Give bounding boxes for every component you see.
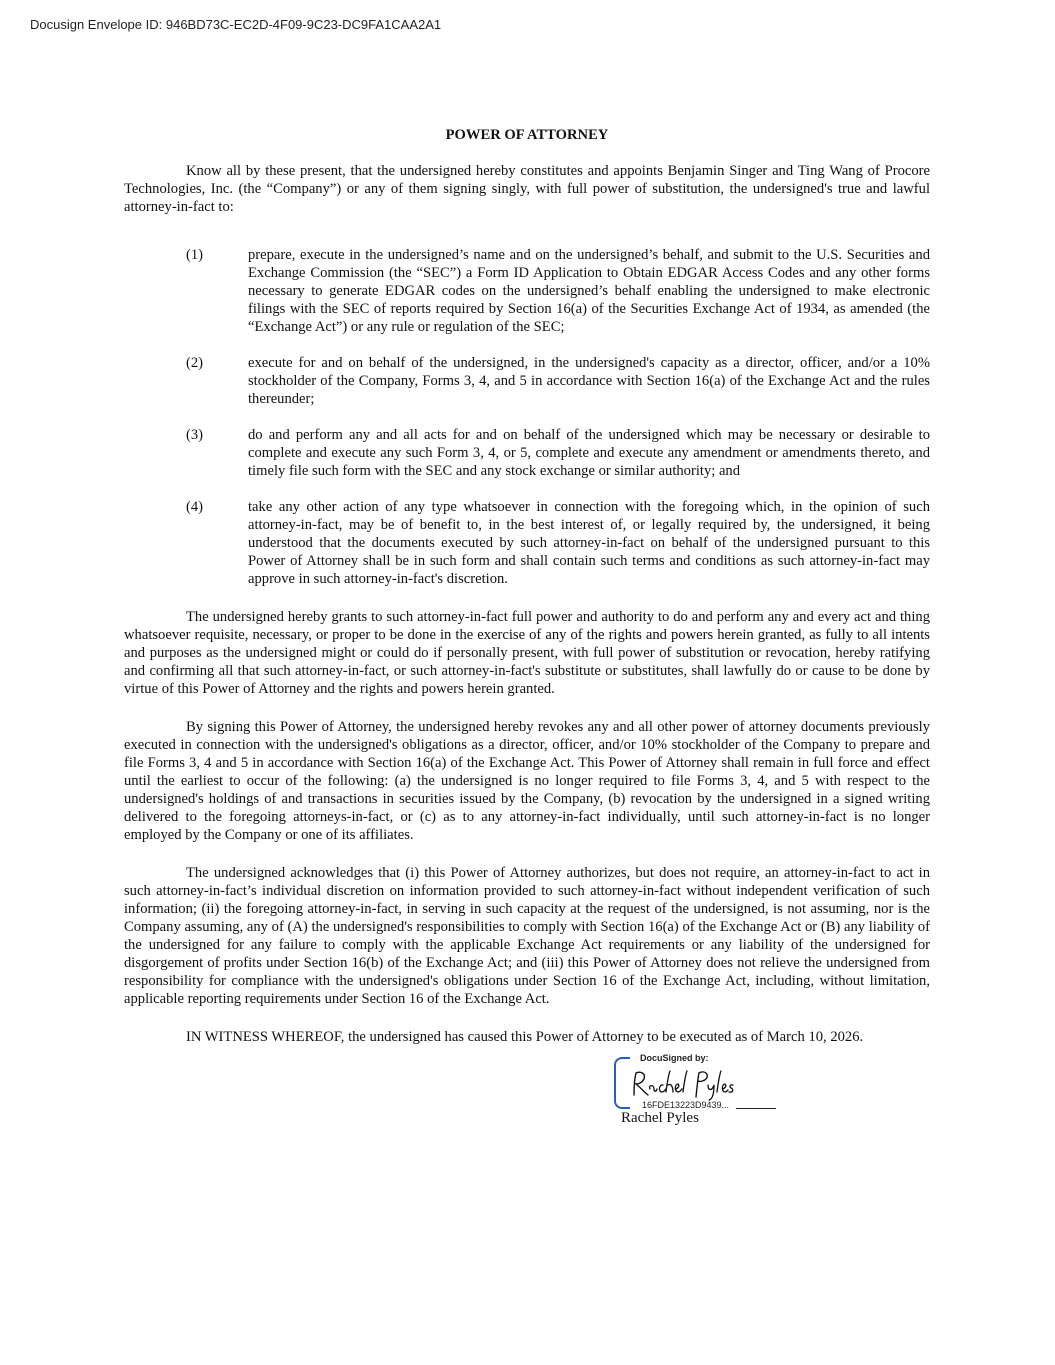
signer-name: Rachel Pyles: [621, 1110, 699, 1126]
power-items-list: [124, 236, 930, 588]
revocation-paragraph: By signing this Power of Attorney, the undersigned hereby revokes any and all other power of attorney documents previously executed in connection with the undersigned's obligations as a director, officer, and/or 10% stockholder of the Company to prepare and file Forms 3, 4 and 5 in accordance with Section 16(a) of the Exchange Act. This Power of Attorney shall remain in full force and effect until the earliest to occur of the following: (a) the undersigned is no longer required to file Forms 3, 4, and 5 with respect to the undersigned's holdings of and transactions in securities issued by the Company, (b) revocation by the undersigned in a signed writing delivered to the foregoing attorneys-in-fact, or (c) as to any attorney-in-fact individually, until such attorney-in-fact is no longer employed by the Company or one of its affiliates.: [124, 719, 930, 843]
acknowledgement-paragraph: The undersigned acknowledges that (i) this Power of Attorney authorizes, but does not require, an attorney-in-fact to act in such attorney-in-fact’s individual discretion on information provided to such attorney-in-fact without independent verification of such information; (ii) the foregoing attorney-in-fact, in serving in such capacity at the request of the undersigned, is not assuming, nor is the Company assuming, any of (A) the undersigned's responsibilities to comply with Section 16(a) of the Exchange Act or (B) any liability of the undersigned for any failure to comply with the applicable Exchange Act requirements or any liability of the undersigned for disgorgement of profits under Section 16(b) of the Exchange Act; and (iii) this Power of Attorney does not relieve the undersigned from responsibility for compliance with the undersigned's obligations under Section 16 of the Exchange Act, including, without limitation, applicable reporting requirements under Section 16 of the Exchange Act.: [124, 865, 930, 1007]
handwritten-signature: [626, 1065, 736, 1101]
intro-paragraph: Know all by these present, that the undersigned hereby constitutes and appoints Benjamin Singer and Ting Wang of Procore Technologies, Inc. (the “Company”) or any of them signing singly, with full power of substitution, the undersigned's true and lawful attorney-in-fact to:: [124, 163, 930, 215]
signature-hash: 16FDE13223D9439...: [642, 1100, 730, 1110]
grant-paragraph: The undersigned hereby grants to such attorney-in-fact full power and authority to do and perform any and every act and thing whatsoever requisite, necessary, or proper to be done in the exercise of any of the rights and powers herein granted, as fully to all intents and purposes as the undersigned might or could do if personally present, with full power of substitution or revocation, hereby ratifying and confirming all that such attorney-in-fact, or such attorney-in-fact's substitute or substitutes, shall lawfully do or cause to be done by virtue of this Power of Attorney and the rights and powers herein granted.: [124, 609, 930, 697]
document-title: POWER OF ATTORNEY: [445, 127, 609, 143]
item-text: take any other action of any type whatsoever in connection with the foregoing which, in the opinion of such attorney-in-fact, may be of benefit to, in the best interest of, or legally required by, the undersigned, it being understood that the documents executed by such attorney-in-fact on behalf of the undersigned pursuant to this Power of Attorney shall be in such form and shall contain such terms and conditions as such attorney-in-fact may approve in such attorney-in-fact's discretion.: [248, 499, 930, 587]
item-number: (3): [186, 427, 204, 443]
item-number: (1): [186, 247, 204, 263]
witness-clause: IN WITNESS WHEREOF, the undersigned has caused this Power of Attorney to be executed as of March 10, 2026.: [186, 1029, 864, 1045]
docusign-signature-block: [614, 1053, 784, 1113]
item-number: (2): [186, 355, 204, 371]
list-item: [186, 246, 930, 336]
item-number: (4): [186, 499, 204, 515]
item-text: prepare, execute in the undersigned’s name and on the undersigned’s behalf, and submit to the U.S. Securities and Exchange Commission (the “SEC”) a Form ID Application to Obtain EDGAR Access Codes and any other forms necessary to generate EDGAR codes on the undersigned’s behalf enabling the undersigned to make electronic filings with the SEC of reports required by Section 16(a) of the Securities Exchange Act of 1934, as amended (the “Exchange Act”) or any rule or regulation of the SEC;: [248, 247, 930, 335]
item-text: execute for and on behalf of the undersigned, in the undersigned's capacity as a director, officer, and/or a 10% stockholder of the Company, Forms 3, 4, and 5 in accordance with Section 16(a) of the Exchange Act and the rules thereunder;: [248, 355, 930, 407]
item-text: do and perform any and all acts for and on behalf of the undersigned which may be necessary or desirable to complete and execute any such Form 3, 4, or 5, complete and execute any amendment or amendments thereto, and timely file such form with the SEC and any stock exchange or similar authority; and: [248, 427, 930, 479]
list-item: [186, 426, 930, 480]
docusigned-by-label: DocuSigned by:: [640, 1053, 709, 1063]
list-item: [186, 498, 930, 588]
signature-line: [736, 1108, 776, 1109]
envelope-id-header: Docusign Envelope ID: 946BD73C-EC2D-4F09-9C23-DC9FA1CAA2A1: [30, 17, 442, 32]
list-item: [186, 354, 930, 408]
document-body: [124, 126, 930, 1046]
